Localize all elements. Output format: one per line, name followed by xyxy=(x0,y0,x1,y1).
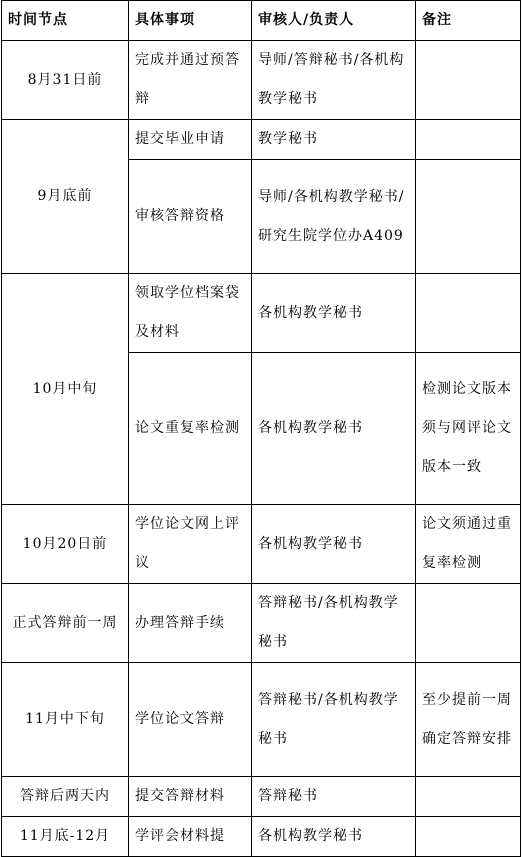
note-cell: 至少提前一周确定答辩安排 xyxy=(416,663,521,777)
item-cell: 学位论文网上评议 xyxy=(129,505,252,584)
note-cell xyxy=(416,120,521,160)
person-cell: 各机构教学秘书 xyxy=(252,353,416,505)
time-cell: 答辩后两天内 xyxy=(2,777,129,817)
table-row xyxy=(2,41,521,120)
note-cell xyxy=(416,274,521,353)
person-cell: 答辩秘书/各机构教学秘书 xyxy=(252,663,416,777)
header-note: 备注 xyxy=(416,1,521,41)
header-row xyxy=(2,1,521,41)
time-cell: 10月中旬 xyxy=(2,274,129,505)
time-cell: 8月31日前 xyxy=(2,41,129,120)
table-row xyxy=(2,505,521,584)
item-cell: 学位论文答辩 xyxy=(129,663,252,777)
item-cell: 提交毕业申请 xyxy=(129,120,252,160)
table-row xyxy=(2,777,521,817)
person-cell: 教学秘书 xyxy=(252,120,416,160)
note-cell: 论文须通过重复率检测 xyxy=(416,505,521,584)
person-cell: 各机构教学秘书 xyxy=(252,505,416,584)
person-cell: 答辩秘书 xyxy=(252,777,416,817)
time-cell: 9月底前 xyxy=(2,120,129,274)
table-row xyxy=(2,584,521,663)
item-cell: 办理答辩手续 xyxy=(129,584,252,663)
time-cell: 11月底-12月 xyxy=(2,817,129,857)
item-cell: 论文重复率检测 xyxy=(129,353,252,505)
item-cell: 完成并通过预答辩 xyxy=(129,41,252,120)
item-cell: 审核答辩资格 xyxy=(129,160,252,274)
schedule-table xyxy=(1,0,521,857)
note-cell: 检测论文版本须与网评论文版本一致 xyxy=(416,353,521,505)
header-time: 时间节点 xyxy=(2,1,129,41)
item-cell: 领取学位档案袋及材料 xyxy=(129,274,252,353)
time-cell: 正式答辩前一周 xyxy=(2,584,129,663)
header-person: 审核人/负责人 xyxy=(252,1,416,41)
note-cell xyxy=(416,817,521,857)
person-cell: 答辩秘书/各机构教学秘书 xyxy=(252,584,416,663)
person-cell: 导师/各机构教学秘书/研究生院学位办A409 xyxy=(252,160,416,274)
table-row xyxy=(2,663,521,777)
item-cell: 提交答辩材料 xyxy=(129,777,252,817)
table-row xyxy=(2,274,521,353)
note-cell xyxy=(416,160,521,274)
time-cell: 10月20日前 xyxy=(2,505,129,584)
item-cell: 学评会材料提 xyxy=(129,817,252,857)
note-cell xyxy=(416,584,521,663)
person-cell: 导师/答辩秘书/各机构教学秘书 xyxy=(252,41,416,120)
person-cell: 各机构教学秘书 xyxy=(252,817,416,857)
time-cell: 11月中下旬 xyxy=(2,663,129,777)
person-cell: 各机构教学秘书 xyxy=(252,274,416,353)
note-cell xyxy=(416,41,521,120)
header-item: 具体事项 xyxy=(129,1,252,41)
table-row xyxy=(2,817,521,857)
note-cell xyxy=(416,777,521,817)
table-row xyxy=(2,120,521,160)
